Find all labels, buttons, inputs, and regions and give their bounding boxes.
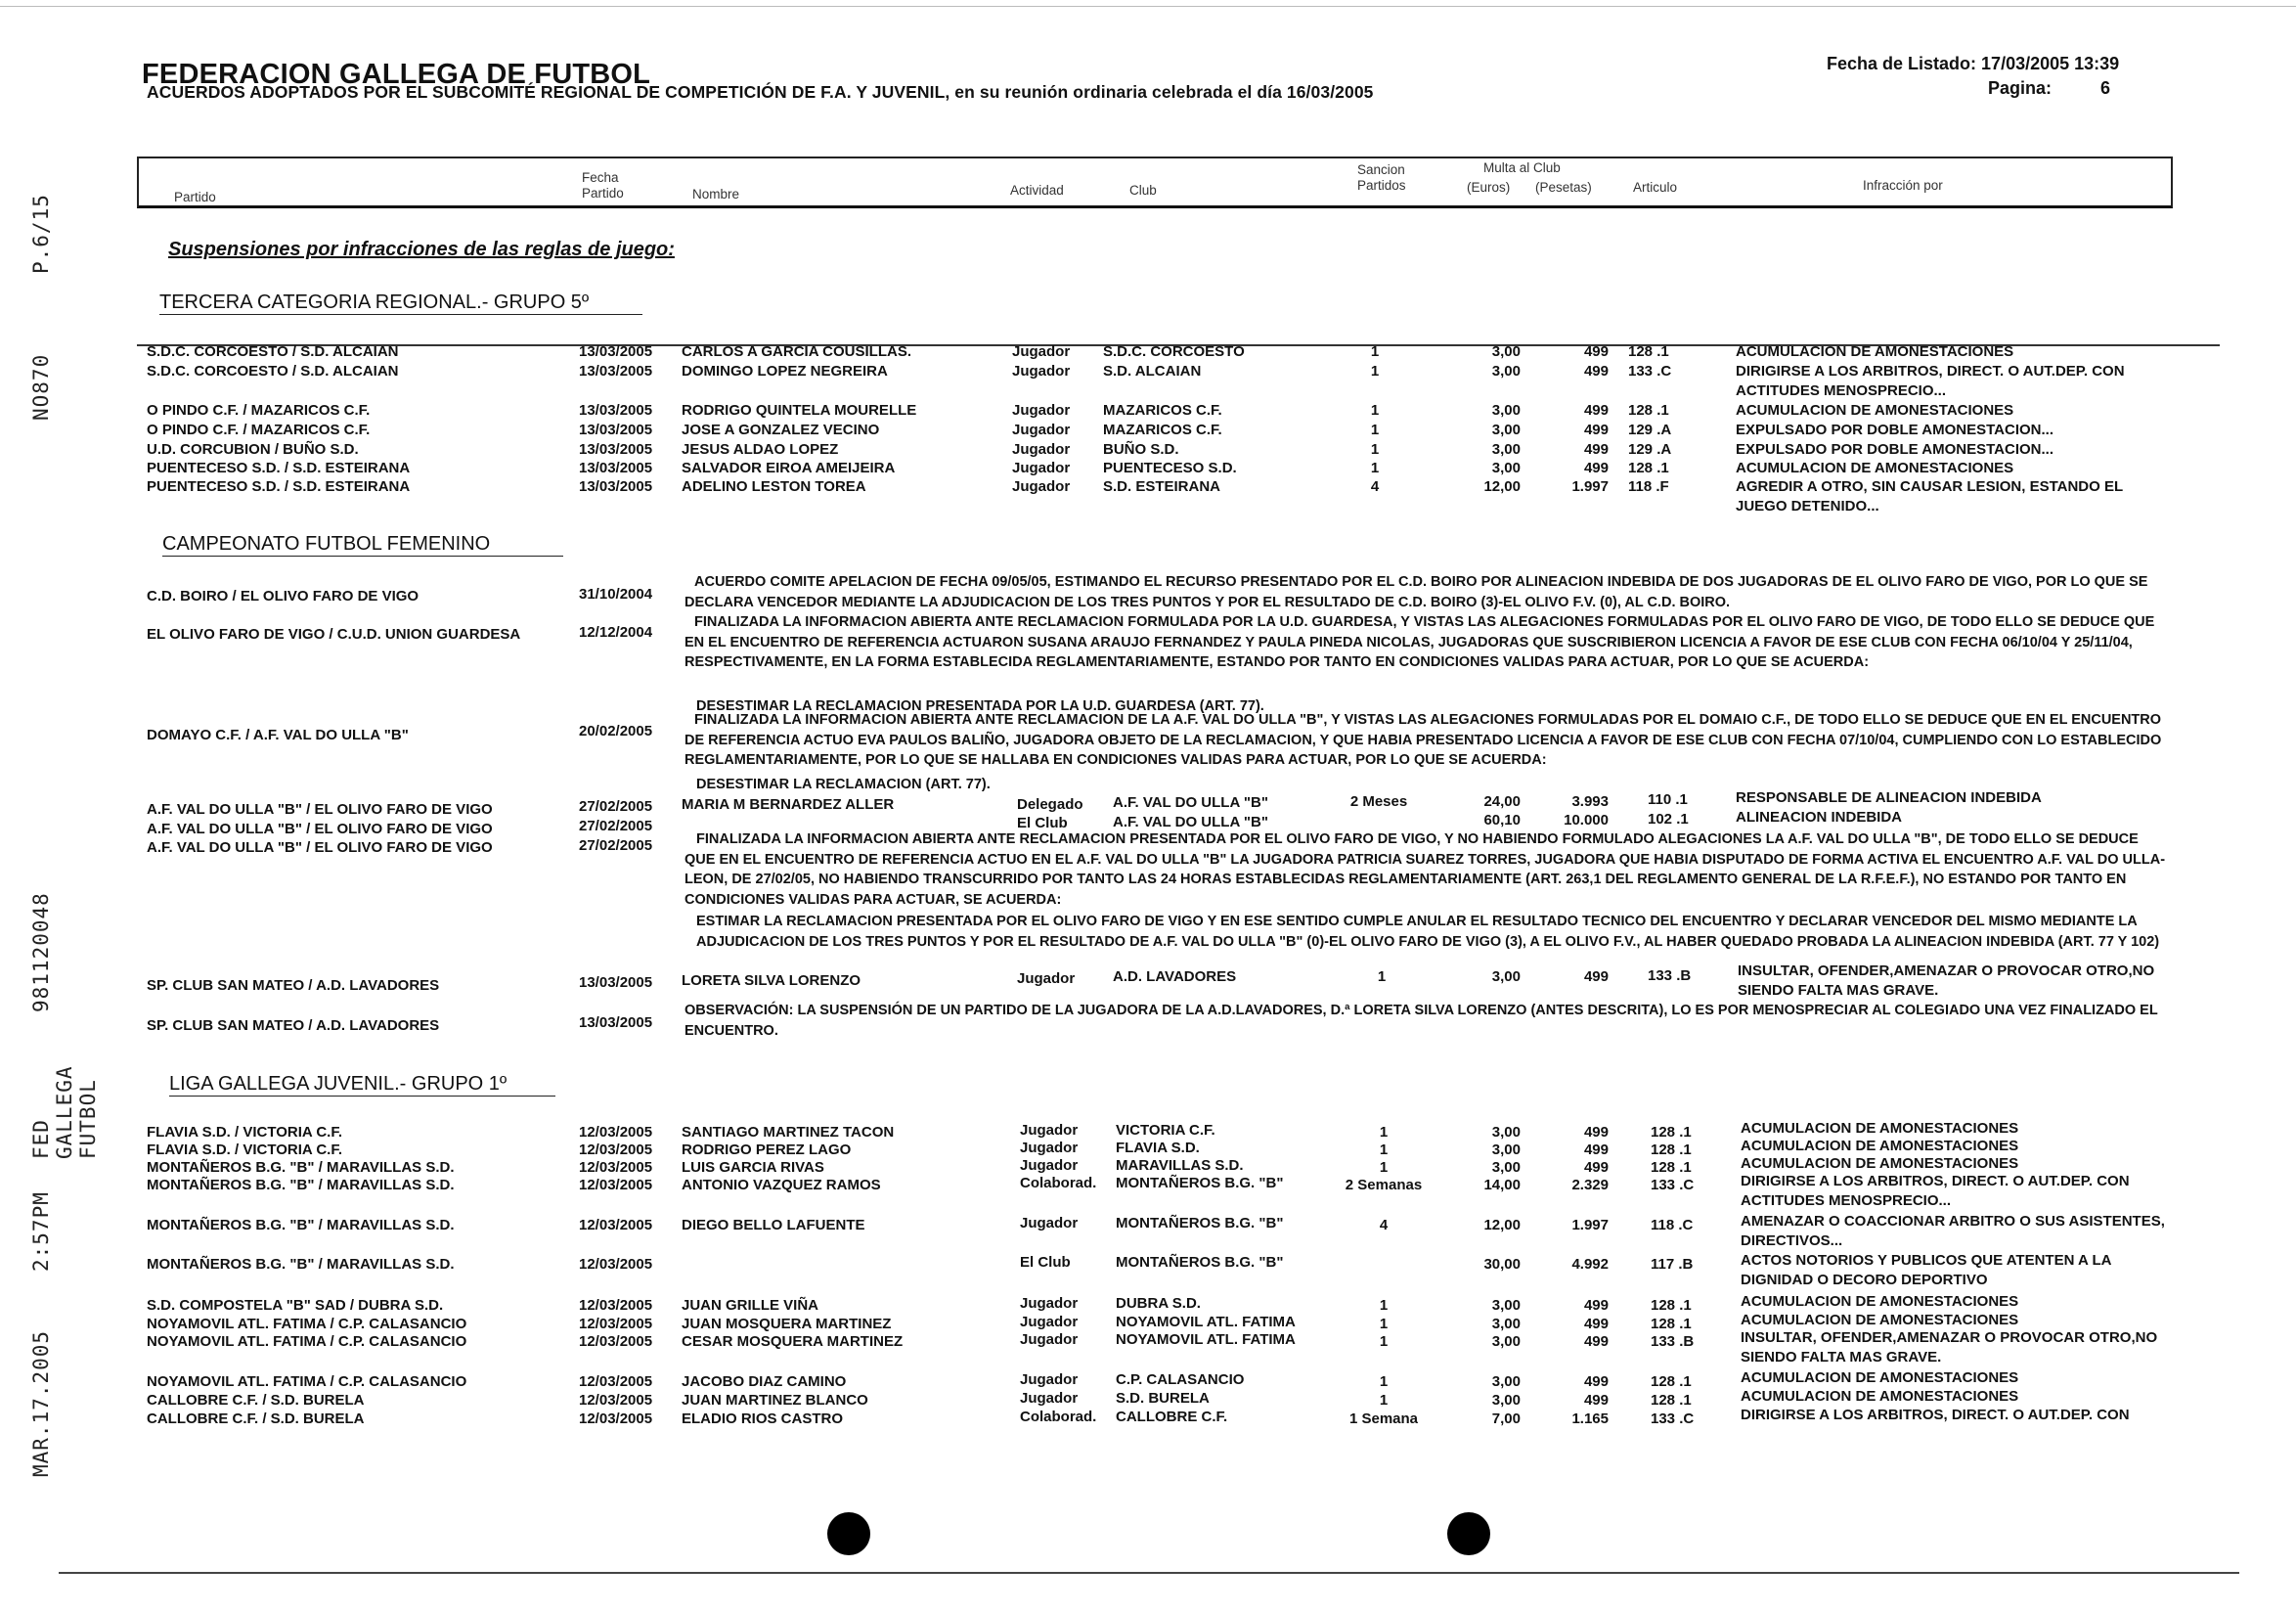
table-row-infraccion: RESPONSABLE DE ALINEACION INDEBIDA <box>1736 789 2042 806</box>
table-row-club: C.P. CALASANCIO <box>1116 1371 1245 1388</box>
table-row-partido: FLAVIA S.D. / VICTORIA C.F. <box>147 1142 343 1158</box>
table-row-partido: C.D. BOIRO / EL OLIVO FARO DE VIGO <box>147 588 419 604</box>
table-row-fecha: 13/03/2005 <box>579 402 653 419</box>
punch-hole-left <box>827 1512 870 1555</box>
table-row-infraccion: AGREDIR A OTRO, SIN CAUSAR LESION, ESTANDO EL JUEGO DETENIDO... <box>1736 478 2123 515</box>
table-row-euros: 3,00 <box>1491 1159 1521 1176</box>
page-number: 6 <box>2100 78 2111 98</box>
table-row-infraccion: ACUMULACION DE AMONESTACIONES <box>1736 460 2014 476</box>
table-row-partido: S.D.C. CORCOESTO / S.D. ALCAIAN <box>147 343 399 360</box>
table-row-infraccion: ACUMULACION DE AMONESTACIONES <box>1736 402 2014 419</box>
table-row-euros: 3,00 <box>1491 1297 1521 1314</box>
table-row-pesetas: 499 <box>1583 1333 1609 1350</box>
table-row-pesetas: 499 <box>1583 343 1609 360</box>
table-row-nombre: JACOBO DIAZ CAMINO <box>682 1373 847 1390</box>
suspensions-heading: Suspensiones por infracciones de las reglas de juego: <box>168 239 675 260</box>
section-title-text: TERCERA CATEGORIA REGIONAL.- GRUPO 5º <box>159 291 642 315</box>
table-row-pesetas: 1.997 <box>1571 1217 1609 1233</box>
table-row-sancion: 4 <box>1370 478 1380 495</box>
section-title-femenino <box>162 533 563 557</box>
fax-sender: FED GALLEGA FUTBOL <box>29 1065 100 1159</box>
table-row-euros: 60,10 <box>1483 812 1521 828</box>
table-row-pesetas: 499 <box>1583 363 1609 380</box>
table-row-club: FLAVIA S.D. <box>1116 1140 1200 1156</box>
table-row-articulo: 133 .C <box>1651 1410 1695 1427</box>
table-row-infraccion: DIRIGIRSE A LOS ARBITROS, DIRECT. O AUT.DEP. CON ACTITUDES MENOSPRECIO... <box>1736 363 2125 399</box>
table-row-nombre: ELADIO RIOS CASTRO <box>682 1410 844 1427</box>
table-row-pesetas: 499 <box>1583 1142 1609 1158</box>
table-row-partido: SP. CLUB SAN MATEO / A.D. LAVADORES <box>147 1017 440 1034</box>
table-row-fecha: 13/03/2005 <box>579 422 653 438</box>
table-row-actividad: Jugador <box>1012 441 1071 458</box>
table-row-fecha: 12/03/2005 <box>579 1177 653 1193</box>
table-row-club: MONTAÑEROS B.G. "B" <box>1116 1254 1284 1271</box>
table-row-pesetas: 4.992 <box>1571 1256 1609 1273</box>
resolution-decision-guardesa: DESESTIMAR LA RECLAMACION PRESENTADA POR LA U.D. GUARDESA (ART. 77). <box>696 698 1264 714</box>
table-row-partido: SP. CLUB SAN MATEO / A.D. LAVADORES <box>147 977 440 994</box>
table-row-actividad: Jugador <box>1012 422 1071 438</box>
table-row-actividad: Jugador <box>1020 1331 1079 1348</box>
table-row-club: A.F. VAL DO ULLA "B" <box>1113 814 1268 830</box>
table-row-nombre: RODRIGO QUINTELA MOURELLE <box>682 402 917 419</box>
table-row-fecha: 12/03/2005 <box>579 1124 653 1141</box>
table-row-nombre: SANTIAGO MARTINEZ TACON <box>682 1124 895 1141</box>
fax-time: 2:57PM <box>29 1191 53 1272</box>
table-row-actividad: El Club <box>1017 815 1068 831</box>
table-row-euros: 3,00 <box>1491 1373 1521 1390</box>
table-row-articulo: 128 .1 <box>1628 343 1669 360</box>
table-row-actividad: Colaborad. <box>1020 1175 1097 1191</box>
resolution-decision-domayo: DESESTIMAR LA RECLAMACION (ART. 77). <box>696 777 991 792</box>
col-partido: Partido <box>174 190 216 204</box>
table-row-pesetas: 3.993 <box>1571 793 1609 810</box>
table-row-sancion: 1 <box>1379 1142 1389 1158</box>
table-row-fecha: 27/02/2005 <box>579 837 653 854</box>
resolution-text-valdoulla: FINALIZADA LA INFORMACION ABIERTA ANTE RECLAMACION PRESENTADA POR EL OLIVO FARO DE VIGO, Y NO HABIENDO FORMULADO ALEGACIONES LA A.F. VAL DO ULLA "B", DE TODO ELLO SE DEDUCE QUE EN EL ENCUENTRO DE REFERENCIA ACTUO EN EL A.F. VAL DO ULLA "B" LA JUGADORA PATRICIA SUAREZ TORRES, JUGADORA QUE HABIA DISPUTADO DE FORMA ACTIVA EL ENCUENTRO A.F. VAL DO ULLA-LEON, DE 27/02/05, NO HABIENDO TRANSCURRIDO POR TANTO LAS 24 HORAS ESTABLECIDAS REGLAMENTARIAMENTE (ART. 263,1 DEL REGLAMENTO GENERAL DE LA R.F.E.F.), NO ESTANDO POR TANTO EN CONDICIONES VALIDAS PARA ACTUAR, SE ACUERDA: <box>684 831 2166 908</box>
table-row-euros: 12,00 <box>1483 1217 1521 1233</box>
table-row-euros: 3,00 <box>1491 1392 1521 1409</box>
table-row-euros: 30,00 <box>1483 1256 1521 1273</box>
table-row-sancion: 1 <box>1379 1297 1389 1314</box>
table-row-fecha: 12/03/2005 <box>579 1392 653 1409</box>
table-row-infraccion: ACUMULACION DE AMONESTACIONES <box>1741 1120 2019 1137</box>
table-row-pesetas: 499 <box>1583 402 1609 419</box>
table-row-partido: A.F. VAL DO ULLA "B" / EL OLIVO FARO DE VIGO <box>147 839 493 856</box>
table-row-articulo: 118 .C <box>1651 1217 1694 1233</box>
table-row-nombre: LUIS GARCIA RIVAS <box>682 1159 824 1176</box>
table-row-sancion: 1 <box>1379 1316 1389 1332</box>
table-row-sancion: 1 <box>1370 460 1380 476</box>
table-row-actividad: Jugador <box>1020 1371 1079 1388</box>
resolution-text-domayo: FINALIZADA LA INFORMACION ABIERTA ANTE RECLAMACION DE LA A.F. VAL DO ULLA "B", Y VISTAS LAS ALEGACIONES FORMULADAS POR EL DOMAIO C.F., DE TODO ELLO SE DEDUCE QUE EN EL ENCUENTRO DE REFERENCIA ACTUO EVA PAULOS BALIÑO, JUGADORA OBJETO DE LA RECLAMACION, Y QUE HABIA PRESENTADO LICENCIA A FAVOR DE ESE CLUB CON FECHA 07/10/04, CUMPLIENDO CON LO ESTABLECIDO REGLAMENTARIAMENTE, POR LO QUE SE HALLABA EN CONDICIONES VALIDAS PARA ACTUAR, POR LO QUE SE ACUERDA: <box>684 712 2162 768</box>
table-row-pesetas: 499 <box>1583 1392 1609 1409</box>
table-row-fecha: 13/03/2005 <box>579 460 653 476</box>
table-row-fecha: 31/10/2004 <box>579 586 653 603</box>
table-row-fecha: 27/02/2005 <box>579 818 653 834</box>
col-fecha-line2: Partido <box>582 186 624 201</box>
table-row-articulo: 102 .1 <box>1648 811 1689 828</box>
page-label: Pagina: <box>1988 78 2053 98</box>
table-row-fecha: 20/02/2005 <box>579 723 653 739</box>
table-row-articulo: 133 .B <box>1648 967 1692 984</box>
table-row-pesetas: 499 <box>1583 422 1609 438</box>
table-row-partido: S.D.C. CORCOESTO / S.D. ALCAIAN <box>147 363 399 380</box>
table-row-fecha: 12/03/2005 <box>579 1297 653 1314</box>
table-row-euros: 24,00 <box>1483 793 1521 810</box>
table-row-partido: O PINDO C.F. / MAZARICOS C.F. <box>147 402 371 419</box>
table-row-partido: FLAVIA S.D. / VICTORIA C.F. <box>147 1124 343 1141</box>
table-row-articulo: 128 .1 <box>1651 1373 1692 1390</box>
col-pesetas: (Pesetas) <box>1535 180 1592 195</box>
table-row-club: S.D. ALCAIAN <box>1103 363 1202 380</box>
col-fecha <box>582 170 624 202</box>
table-row-club: BUÑO S.D. <box>1103 441 1179 458</box>
table-row-euros: 3,00 <box>1491 1124 1521 1141</box>
table-row-euros: 12,00 <box>1483 478 1521 495</box>
table-row-pesetas: 499 <box>1583 1316 1609 1332</box>
table-row-euros: 7,00 <box>1491 1410 1521 1427</box>
table-row-fecha: 12/03/2005 <box>579 1333 653 1350</box>
resolution-text-boiro: ACUERDO COMITE APELACION DE FECHA 09/05/05, ESTIMANDO EL RECURSO PRESENTADO POR EL C.D. BOIRO POR ALINEACION INDEBIDA DE DOS JUGADORAS DE EL OLIVO FARO DE VIGO, POR LO QUE SE DECLARA VENCEDOR MEDIANTE LA ADJUDICACION DE LOS TRES PUNTOS Y POR EL RESULTADO DE C.D. BOIRO (3)-EL OLIVO F.V. (0), AL C.D. BOIRO. <box>684 574 2148 610</box>
listing-date <box>1827 54 2119 74</box>
table-row-infraccion: AMENAZAR O COACCIONAR ARBITRO O SUS ASISTENTES, DIRECTIVOS... <box>1741 1213 2165 1249</box>
table-row-euros: 3,00 <box>1491 1333 1521 1350</box>
table-row-infraccion: ACTOS NOTORIOS Y PUBLICOS QUE ATENTEN A LA DIGNIDAD O DECORO DEPORTIVO <box>1741 1252 2111 1288</box>
table-row-partido: DOMAYO C.F. / A.F. VAL DO ULLA "B" <box>147 727 409 743</box>
table-row-nombre: CARLOS A GARCIA COUSILLAS. <box>682 343 911 360</box>
fax-doc-number: NO870 <box>29 353 53 421</box>
table-row-actividad: Jugador <box>1017 970 1076 987</box>
table-row-fecha: 27/02/2005 <box>579 798 653 815</box>
table-row-sancion: 1 <box>1370 343 1380 360</box>
table-row-euros: 3,00 <box>1491 343 1521 360</box>
table-row-nombre: MARIA M BERNARDEZ ALLER <box>682 796 895 813</box>
table-row-sancion: 1 <box>1379 1159 1389 1176</box>
col-sancion <box>1357 162 1406 194</box>
table-row-articulo: 118 .F <box>1628 478 1669 495</box>
table-row-nombre: ADELINO LESTON TOREA <box>682 478 866 495</box>
table-row-actividad: Jugador <box>1020 1140 1079 1156</box>
document-subtitle: ACUERDOS ADOPTADOS POR EL SUBCOMITÉ REGIONAL DE COMPETICIÓN DE F.A. Y JUVENIL, en su reunión ordinaria celebrada el día 16/03/2005 <box>147 82 1374 102</box>
table-row-actividad: Jugador <box>1012 363 1071 380</box>
table-row-club: MAZARICOS C.F. <box>1103 422 1222 438</box>
table-row-articulo: 128 .1 <box>1651 1142 1692 1158</box>
table-row-club: S.D. BURELA <box>1116 1390 1210 1407</box>
table-row-pesetas: 499 <box>1583 1297 1609 1314</box>
col-articulo: Articulo <box>1633 180 1678 195</box>
table-row-fecha: 13/03/2005 <box>579 363 653 380</box>
fax-number: 981120048 <box>29 892 53 1012</box>
table-row-club: NOYAMOVIL ATL. FATIMA <box>1116 1314 1296 1330</box>
table-row-euros: 3,00 <box>1491 441 1521 458</box>
col-euros: (Euros) <box>1467 180 1511 195</box>
table-row-nombre: JOSE A GONZALEZ VECINO <box>682 422 880 438</box>
table-row-infraccion: DIRIGIRSE A LOS ARBITROS, DIRECT. O AUT.DEP. CON <box>1741 1407 2130 1423</box>
table-row-articulo: 110 .1 <box>1648 791 1688 808</box>
table-row-nombre: RODRIGO PEREZ LAGO <box>682 1142 852 1158</box>
table-row-club: VICTORIA C.F. <box>1116 1122 1215 1139</box>
table-row-pesetas: 10.000 <box>1564 812 1609 828</box>
table-row-nombre: ANTONIO VAZQUEZ RAMOS <box>682 1177 881 1193</box>
table-row-nombre: SALVADOR EIROA AMEIJEIRA <box>682 460 896 476</box>
table-row-actividad: Jugador <box>1020 1157 1079 1174</box>
table-row-fecha: 12/03/2005 <box>579 1217 653 1233</box>
table-row-nombre: DIEGO BELLO LAFUENTE <box>682 1217 865 1233</box>
table-row-fecha: 12/03/2005 <box>579 1316 653 1332</box>
table-row-pesetas: 1.997 <box>1571 478 1609 495</box>
table-row-partido: U.D. CORCUBION / BUÑO S.D. <box>147 441 359 458</box>
table-row-pesetas: 499 <box>1583 968 1609 985</box>
table-row-articulo: 128 .1 <box>1651 1316 1692 1332</box>
table-row-nombre: JUAN MARTINEZ BLANCO <box>682 1392 868 1409</box>
resolution-text-guardesa: FINALIZADA LA INFORMACION ABIERTA ANTE RECLAMACION FORMULADA POR LA U.D. GUARDESA, Y VISTAS LAS ALEGACIONES FORMULADAS POR EL OLIVO FARO DE VIGO, DE TODO ELLO SE DEDUCE QUE EN EL ENCUENTRO DE REFERENCIA ACTUARON SUSANA ARAUJO FERNANDEZ Y PAULA PINEDA NICOLAS, JUGADORAS QUE SUSCRIBIERON LICENCIA A FAVOR DE ESE CLUB CON FECHA 06/10/04 Y 25/11/04, RESPECTIVAMENTE, EN LA FORMA ESTABLECIDA REGLAMENTARIAMENTE, ESTANDO POR TANTO EN CONDICIONES VALIDAS PARA ACTUAR, POR LO QUE SE ACUERDA: <box>684 614 2155 670</box>
table-row-euros: 3,00 <box>1491 422 1521 438</box>
table-row-nombre: JUAN MOSQUERA MARTINEZ <box>682 1316 892 1332</box>
table-row-partido: O PINDO C.F. / MAZARICOS C.F. <box>147 422 371 438</box>
table-row-partido: A.F. VAL DO ULLA "B" / EL OLIVO FARO DE VIGO <box>147 821 493 837</box>
scan-artifact-bottom <box>59 1572 2239 1574</box>
observation-text: OBSERVACIÓN: LA SUSPENSIÓN DE UN PARTIDO DE LA JUGADORA DE LA A.D.LAVADORES, D.ª LORETA SILVA LORENZO (ANTES DESCRITA), LO ES POR MENOSPRECIAR AL COLEGIADO UNA VEZ FINALIZADO EL ENCUENTRO. <box>684 1003 2158 1039</box>
table-row-sancion: 1 Semana <box>1348 1410 1419 1427</box>
table-row-articulo: 128 .1 <box>1651 1124 1692 1141</box>
table-row-club: S.D. ESTEIRANA <box>1103 478 1221 495</box>
table-row-sancion: 1 <box>1379 1333 1389 1350</box>
table-row-infraccion: INSULTAR, OFENDER,AMENAZAR O PROVOCAR OTRO,NO SIENDO FALTA MAS GRAVE. <box>1741 1329 2158 1366</box>
table-row-fecha: 12/03/2005 <box>579 1159 653 1176</box>
table-row-fecha: 12/03/2005 <box>579 1410 653 1427</box>
table-row-fecha: 13/03/2005 <box>579 478 653 495</box>
table-row-articulo: 129 .A <box>1628 441 1672 458</box>
table-row-actividad: Jugador <box>1012 402 1071 419</box>
table-row-nombre: CESAR MOSQUERA MARTINEZ <box>682 1333 904 1350</box>
table-row-infraccion: EXPULSADO POR DOBLE AMONESTACION... <box>1736 441 2054 458</box>
table-row-infraccion: INSULTAR, OFENDER,AMENAZAR O PROVOCAR OTRO,NO SIENDO FALTA MAS GRAVE. <box>1738 963 2155 999</box>
fax-page: P.6/15 <box>29 194 53 274</box>
table-row-euros: 3,00 <box>1491 1142 1521 1158</box>
table-row-pesetas: 499 <box>1583 1159 1609 1176</box>
table-row-euros: 3,00 <box>1491 968 1521 985</box>
table-row-fecha: 12/03/2005 <box>579 1256 653 1273</box>
table-row-fecha: 13/03/2005 <box>579 974 653 991</box>
table-row-articulo: 128 .1 <box>1651 1392 1692 1409</box>
table-row-infraccion: ACUMULACION DE AMONESTACIONES <box>1741 1388 2019 1405</box>
table-row-club: CALLOBRE C.F. <box>1116 1409 1228 1425</box>
table-row-partido: EL OLIVO FARO DE VIGO / C.U.D. UNION GUARDESA <box>147 626 521 643</box>
table-row-partido: CALLOBRE C.F. / S.D. BURELA <box>147 1392 365 1409</box>
table-row-sancion: 2 Meses <box>1349 793 1408 810</box>
table-row-articulo: 128 .1 <box>1628 402 1669 419</box>
table-row-euros: 3,00 <box>1491 1316 1521 1332</box>
table-row-infraccion: ACUMULACION DE AMONESTACIONES <box>1741 1155 2019 1172</box>
table-row-articulo: 128 .1 <box>1628 460 1669 476</box>
col-infraccion: Infracción por <box>1863 178 1943 193</box>
table-row-fecha: 13/03/2005 <box>579 1014 653 1031</box>
table-row-sancion: 1 <box>1370 363 1380 380</box>
table-row-partido: S.D. COMPOSTELA "B" SAD / DUBRA S.D. <box>147 1297 444 1314</box>
table-row-fecha: 12/03/2005 <box>579 1373 653 1390</box>
resolution-decision-valdoulla: ESTIMAR LA RECLAMACION PRESENTADA POR EL OLIVO FARO DE VIGO Y EN ESE SENTIDO CUMPLE ANULAR EL RESULTADO TECNICO DEL ENCUENTRO Y DECLARAR VENCEDOR DEL MISMO MEDIANTE LA ADJUDICACION DE LOS TRES PUNTOS Y POR EL RESULTADO DE A.F. VAL DO ULLA "B" (0)-EL OLIVO FARO DE VIGO (3), A EL OLIVO F.V., AL HABER QUEDADO PROBADA LA ALINEACION INDEBIDA (ART. 77 Y 102) <box>696 914 2160 950</box>
punch-hole-right <box>1447 1512 1490 1555</box>
table-row-infraccion: ACUMULACION DE AMONESTACIONES <box>1741 1138 2019 1154</box>
table-row-sancion: 1 <box>1379 1373 1389 1390</box>
table-row-euros: 14,00 <box>1483 1177 1521 1193</box>
table-row-nombre: DOMINGO LOPEZ NEGREIRA <box>682 363 888 380</box>
table-row-articulo: 133 .B <box>1651 1333 1695 1350</box>
table-row-actividad: El Club <box>1020 1254 1071 1271</box>
table-row-partido: MONTAÑEROS B.G. "B" / MARAVILLAS S.D. <box>147 1256 455 1273</box>
table-row-club: A.F. VAL DO ULLA "B" <box>1113 794 1268 811</box>
table-row-fecha: 13/03/2005 <box>579 441 653 458</box>
table-row-pesetas: 499 <box>1583 460 1609 476</box>
table-row-partido: NOYAMOVIL ATL. FATIMA / C.P. CALASANCIO <box>147 1373 467 1390</box>
table-row-pesetas: 2.329 <box>1571 1177 1609 1193</box>
table-row-infraccion: ACUMULACION DE AMONESTACIONES <box>1741 1369 2019 1386</box>
table-row-partido: MONTAÑEROS B.G. "B" / MARAVILLAS S.D. <box>147 1177 455 1193</box>
table-row-actividad: Jugador <box>1012 478 1071 495</box>
table-row-nombre: LORETA SILVA LORENZO <box>682 972 861 989</box>
table-row-articulo: 117 .B <box>1651 1256 1694 1273</box>
table-row-actividad: Jugador <box>1020 1295 1079 1312</box>
col-actividad: Actividad <box>1010 183 1064 198</box>
col-fecha-line1: Fecha <box>582 170 619 185</box>
table-row-articulo: 133 .C <box>1651 1177 1695 1193</box>
table-row-partido: MONTAÑEROS B.G. "B" / MARAVILLAS S.D. <box>147 1217 455 1233</box>
table-row-sancion: 1 <box>1377 968 1387 985</box>
table-row-articulo: 133 .C <box>1628 363 1672 380</box>
table-row-sancion: 1 <box>1370 441 1380 458</box>
page-indicator <box>1988 78 2110 99</box>
fax-date: MAR.17.2005 <box>29 1329 53 1477</box>
table-row-infraccion: ALINEACION INDEBIDA <box>1736 809 1903 826</box>
table-row-actividad: Jugador <box>1020 1390 1079 1407</box>
table-row-partido: NOYAMOVIL ATL. FATIMA / C.P. CALASANCIO <box>147 1316 467 1332</box>
table-row-euros: 3,00 <box>1491 460 1521 476</box>
table-row-fecha: 12/03/2005 <box>579 1142 653 1158</box>
col-multa: Multa al Club <box>1483 160 1561 175</box>
table-row-actividad: Delegado <box>1017 796 1083 813</box>
table-row-infraccion: ACUMULACION DE AMONESTACIONES <box>1736 343 2014 360</box>
col-sancion-line1: Sancion <box>1357 162 1405 177</box>
table-row-club: MONTAÑEROS B.G. "B" <box>1116 1215 1284 1231</box>
table-row-actividad: Jugador <box>1020 1215 1079 1231</box>
table-row-sancion: 4 <box>1379 1217 1389 1233</box>
table-row-articulo: 128 .1 <box>1651 1159 1692 1176</box>
table-row-articulo: 129 .A <box>1628 422 1672 438</box>
table-row-actividad: Jugador <box>1012 460 1071 476</box>
col-nombre: Nombre <box>692 187 740 202</box>
table-row-partido: CALLOBRE C.F. / S.D. BURELA <box>147 1410 365 1427</box>
col-sancion-line2: Partidos <box>1357 178 1406 193</box>
table-row-club: PUENTECESO S.D. <box>1103 460 1237 476</box>
table-row-infraccion: DIRIGIRSE A LOS ARBITROS, DIRECT. O AUT.DEP. CON ACTITUDES MENOSPRECIO... <box>1741 1173 2130 1209</box>
table-row-nombre: JUAN GRILLE VIÑA <box>682 1297 819 1314</box>
section-title-text: LIGA GALLEGA JUVENIL.- GRUPO 1º <box>169 1073 555 1097</box>
scan-artifact-top <box>0 6 2296 7</box>
table-row-club: A.D. LAVADORES <box>1113 968 1237 985</box>
table-row-pesetas: 499 <box>1583 1373 1609 1390</box>
table-row-pesetas: 499 <box>1583 441 1609 458</box>
table-row-infraccion: EXPULSADO POR DOBLE AMONESTACION... <box>1736 422 2054 438</box>
table-row-euros: 3,00 <box>1491 363 1521 380</box>
table-row-club: DUBRA S.D. <box>1116 1295 1201 1312</box>
table-row-partido: A.F. VAL DO ULLA "B" / EL OLIVO FARO DE VIGO <box>147 801 493 818</box>
table-row-club: MONTAÑEROS B.G. "B" <box>1116 1175 1284 1191</box>
table-row-sancion: 1 <box>1370 402 1380 419</box>
table-row-actividad: Colaborad. <box>1020 1409 1097 1425</box>
listing-date-label: Fecha de Listado: <box>1827 54 1977 73</box>
table-row-euros: 3,00 <box>1491 402 1521 419</box>
table-row-infraccion: ACUMULACION DE AMONESTACIONES <box>1741 1312 2019 1328</box>
table-row-pesetas: 1.165 <box>1571 1410 1609 1427</box>
table-row-sancion: 2 Semanas <box>1345 1177 1423 1193</box>
table-row-actividad: Jugador <box>1012 343 1071 360</box>
listing-date-value: 17/03/2005 13:39 <box>1981 54 2120 73</box>
table-row-partido: MONTAÑEROS B.G. "B" / MARAVILLAS S.D. <box>147 1159 455 1176</box>
table-row-actividad: Jugador <box>1020 1314 1079 1330</box>
table-row-fecha: 13/03/2005 <box>579 343 653 360</box>
document-title: FEDERACION GALLEGA DE FUTBOL <box>142 59 651 90</box>
section-title-tercera <box>159 291 642 315</box>
table-row-partido: PUENTECESO S.D. / S.D. ESTEIRANA <box>147 460 411 476</box>
table-row-fecha: 12/12/2004 <box>579 624 653 641</box>
col-club: Club <box>1129 183 1157 198</box>
table-row-partido: NOYAMOVIL ATL. FATIMA / C.P. CALASANCIO <box>147 1333 467 1350</box>
fax-transmission-header <box>29 176 100 1487</box>
table-row-nombre: JESUS ALDAO LOPEZ <box>682 441 839 458</box>
table-row-infraccion: ACUMULACION DE AMONESTACIONES <box>1741 1293 2019 1310</box>
table-row-partido: PUENTECESO S.D. / S.D. ESTEIRANA <box>147 478 411 495</box>
table-row-articulo: 128 .1 <box>1651 1297 1692 1314</box>
table-row-club: MARAVILLAS S.D. <box>1116 1157 1244 1174</box>
table-row-actividad: Jugador <box>1020 1122 1079 1139</box>
section-title-text: CAMPEONATO FUTBOL FEMENINO <box>162 533 563 557</box>
table-row-club: S.D.C. CORCOESTO <box>1103 343 1245 360</box>
table-row-club: NOYAMOVIL ATL. FATIMA <box>1116 1331 1296 1348</box>
table-row-sancion: 1 <box>1370 422 1380 438</box>
table-row-sancion: 1 <box>1379 1124 1389 1141</box>
table-row-sancion: 1 <box>1379 1392 1389 1409</box>
table-row-pesetas: 499 <box>1583 1124 1609 1141</box>
table-row-club: MAZARICOS C.F. <box>1103 402 1222 419</box>
section-title-juvenil <box>169 1073 555 1097</box>
